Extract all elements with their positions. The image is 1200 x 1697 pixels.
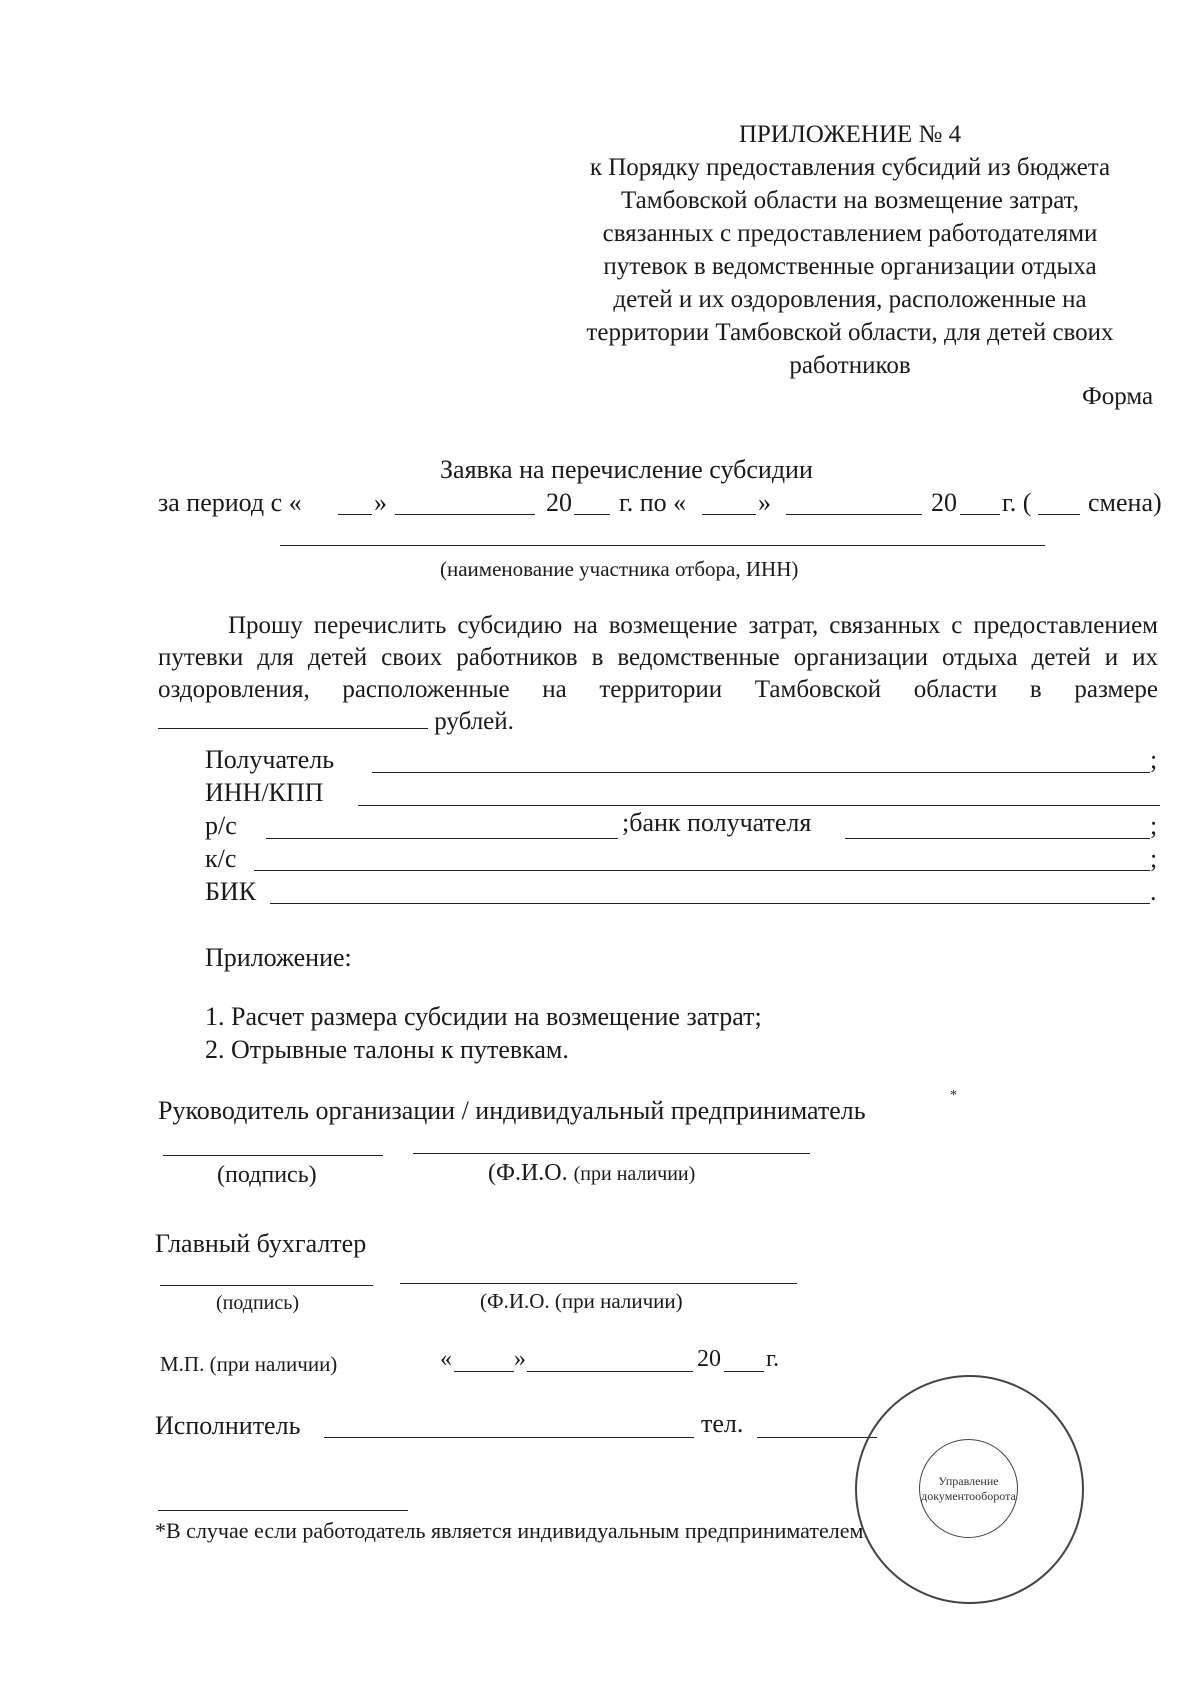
request-paragraph <box>158 610 1158 738</box>
fio-main: (Ф.И.О. <box>488 1160 568 1186</box>
appendix-line: связанных с предоставлением работодателями <box>602 220 1098 247</box>
appendix-line: Тамбовской области на возмещение затрат, <box>621 187 1079 214</box>
amount-field[interactable] <box>158 706 428 729</box>
bik-field[interactable] <box>270 903 1150 904</box>
currency-label: рублей. <box>434 708 514 735</box>
appendix-line: к Порядку предоставления субсидий из бюджета <box>589 154 1111 181</box>
fio-optional: (при наличии) <box>573 1163 696 1185</box>
date-year-suffix: г. <box>766 1346 780 1372</box>
appendix-line: работников <box>789 352 911 379</box>
attachments-heading: Приложение: <box>205 943 352 972</box>
participant-field[interactable] <box>280 545 1045 546</box>
year-from-field[interactable] <box>574 514 610 515</box>
field-terminator: ; <box>1150 811 1158 840</box>
quote-close: » <box>374 488 387 517</box>
year-to-field[interactable] <box>960 514 1000 515</box>
shift-field[interactable] <box>1038 514 1080 515</box>
asterisk: * <box>950 1088 957 1103</box>
accountant-name-field[interactable] <box>400 1283 797 1284</box>
paragraph-text: Прошу перечислить субсидию на возмещение затрат, связанных с предоставлением путевки для детей своих работников в ведомственные организации отдыха детей и их оздоровления, расположенные на территории Тамбовской области в размере <box>158 612 1158 703</box>
request-title: Заявка на перечисление субсидии <box>440 455 813 484</box>
date-month-field[interactable] <box>527 1371 693 1372</box>
signature-caption: (подпись) <box>216 1292 300 1314</box>
date-quote-open: « <box>440 1346 452 1372</box>
executor-field[interactable] <box>324 1437 694 1438</box>
signature-caption: (подпись) <box>217 1162 317 1188</box>
head-label: Руководитель организации / индивидуальный предприниматель <box>158 1096 866 1125</box>
month-from-field[interactable] <box>395 514 535 515</box>
head-name-field[interactable] <box>413 1153 810 1154</box>
year-prefix: 20 <box>546 488 572 517</box>
quote-close: » <box>758 488 771 517</box>
stamp-text: документооборота <box>921 1488 1016 1503</box>
inn-kpp-label: ИНН/КПП <box>205 778 324 807</box>
recipient-field[interactable] <box>372 772 1150 773</box>
stamp-place-label: М.П. (при наличии) <box>160 1352 338 1376</box>
fio-caption <box>488 1160 695 1187</box>
day-from-field[interactable] <box>338 514 372 515</box>
ks-label: к/с <box>205 844 237 873</box>
date-year-prefix: 20 <box>697 1346 721 1372</box>
date-day-field[interactable] <box>454 1371 514 1372</box>
footnote-divider <box>158 1510 408 1511</box>
rs-field[interactable] <box>266 838 618 839</box>
field-terminator: . <box>1150 877 1157 906</box>
day-to-field[interactable] <box>702 514 756 515</box>
appendix-line: путевок в ведомственные организации отдыха <box>603 253 1097 280</box>
accountant-label: Главный бухгалтер <box>155 1229 367 1258</box>
ks-field[interactable] <box>254 870 1150 871</box>
form-label: Форма <box>1082 383 1154 410</box>
attachment-item: 2. Отрывные талоны к путевкам. <box>205 1035 569 1064</box>
appendix-line: территории Тамбовской области, для детей своих <box>586 319 1114 346</box>
month-to-field[interactable] <box>786 514 922 515</box>
fio-caption: (Ф.И.О. (при наличии) <box>480 1289 683 1313</box>
office-stamp <box>855 1375 1084 1604</box>
footnote: *В случае если работодатель является индивидуальным предпринимателем. <box>155 1518 869 1543</box>
shift-label: смена) <box>1088 488 1162 517</box>
bik-label: БИК <box>205 877 257 906</box>
period-from-label: за период с « <box>158 488 302 517</box>
inn-kpp-field[interactable] <box>358 805 1160 806</box>
field-terminator: ; <box>1150 745 1158 774</box>
bank-field[interactable] <box>845 838 1150 839</box>
appendix-line: детей и их оздоровления, расположенные на <box>613 286 1087 313</box>
bank-label: ;банк получателя <box>622 808 812 837</box>
stamp-inner <box>919 1439 1018 1538</box>
stamp-text: Управление <box>938 1473 999 1488</box>
phone-label: тел. <box>701 1409 744 1438</box>
attachment-item: 1. Расчет размера субсидии на возмещение затрат; <box>205 1002 762 1031</box>
participant-caption: (наименование участника отбора, ИНН) <box>440 557 799 581</box>
field-terminator: ; <box>1150 844 1158 873</box>
period-to-label: г. по « <box>619 488 687 517</box>
appendix-header <box>530 118 1170 382</box>
year-suffix: г. ( <box>1002 488 1032 517</box>
rs-label: р/с <box>205 811 237 840</box>
phone-field[interactable] <box>757 1437 877 1438</box>
appendix-title: ПРИЛОЖЕНИЕ № 4 <box>738 121 962 148</box>
executor-label: Исполнитель <box>155 1411 301 1440</box>
accountant-signature-field[interactable] <box>160 1285 373 1286</box>
head-signature-field[interactable] <box>163 1155 383 1156</box>
recipient-label: Получатель <box>205 745 335 774</box>
date-year-field[interactable] <box>724 1371 764 1372</box>
year-prefix: 20 <box>931 488 957 517</box>
date-quote-close: » <box>514 1346 526 1372</box>
